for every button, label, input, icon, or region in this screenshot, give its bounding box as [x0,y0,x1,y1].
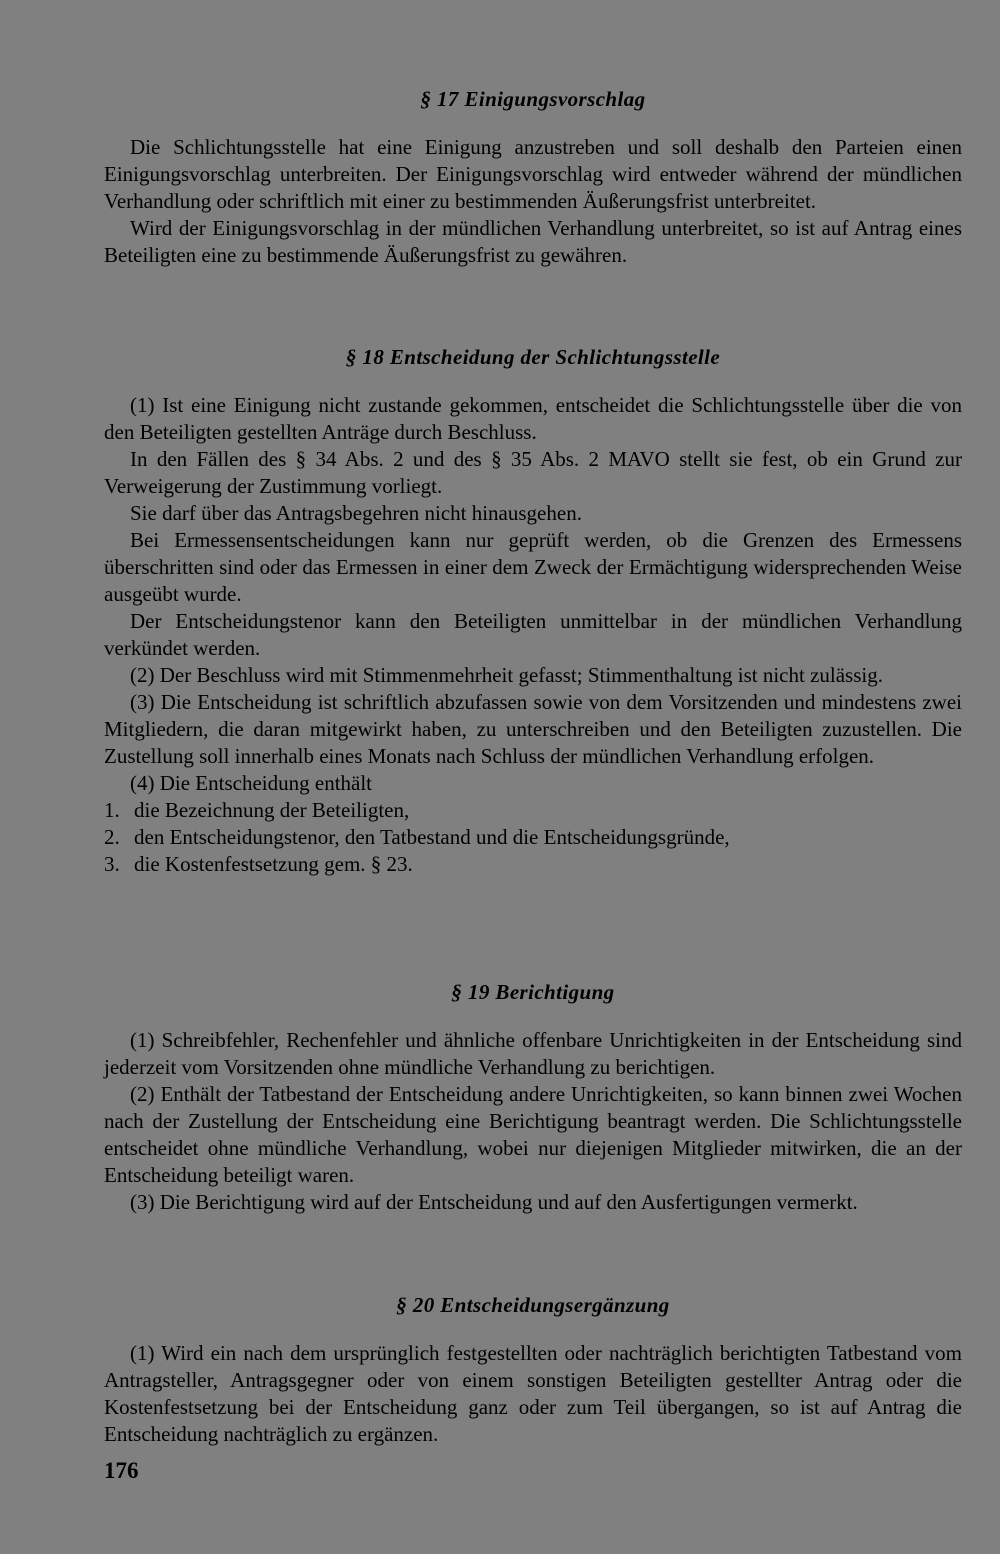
section-18-paragraph-2: In den Fällen des § 34 Abs. 2 und des § 35 Abs. 2 MAVO stellt sie fest, ob ein Grund zur Verweigerung der Zustimmung vorliegt. [104,447,962,498]
section-17-heading: § 17 Einigungsvorschlag [420,87,646,111]
section-18 [104,344,962,878]
list-item [104,851,962,878]
section-18-paragraph-7: (3) Die Entscheidung ist schriftlich abzufassen sowie von dem Vorsitzenden und mindestens zwei Mitgliedern, die daran mitgewirkt haben, zu unterschreiben und den Beteiligten zuzustellen. Die Zustellung soll innerhalb eines Monats nach Schluss der mündlichen Verhandlung erfolgen. [104,690,962,768]
section-18-paragraph-1: (1) Ist eine Einigung nicht zustande gekommen, entscheidet die Schlichtungsstelle über die von den Beteiligten gestellten Anträge durch Beschluss. [104,393,962,444]
list-item-text: die Kostenfestsetzung gem. § 23. [134,852,413,876]
section-17-paragraph-2: Wird der Einigungsvorschlag in der mündlichen Verhandlung unterbreitet, so ist auf Antrag eines Beteiligten eine zu bestimmende Äußerungsfrist zu gewähren. [104,216,962,267]
section-18-heading: § 18 Entscheidung der Schlichtungsstelle [345,345,721,369]
section-18-paragraph-5: Der Entscheidungstenor kann den Beteiligten unmittelbar in der mündlichen Verhandlung verkündet werden. [104,609,962,660]
section-20-paragraph-1: (1) Wird ein nach dem ursprünglich festgestellten oder nachträglich berichtigten Tatbestand vom Antragsteller, Antragsgegner oder von einem sonstigen Beteiligten gestellter Antrag oder die Kostenfestsetzung bei der Entscheidung ganz oder zum Teil übergangen, so ist auf Antrag die Entscheidung nachträglich zu ergänzen. [104,1341,962,1446]
list-item [104,824,962,851]
list-item-number: 2. [104,825,120,849]
section-17 [104,86,962,269]
section-19-heading: § 19 Berichtigung [451,980,615,1004]
section-18-paragraph-3: Sie darf über das Antragsbegehren nicht hinausgehen. [130,501,582,525]
section-19 [104,979,962,1216]
section-20 [104,1292,962,1448]
list-item [104,797,962,824]
list-item-number: 3. [104,852,120,876]
section-18-paragraph-4: Bei Ermessensentscheidungen kann nur geprüft werden, ob die Grenzen des Ermessens überschritten sind oder das Ermessen in einer dem Zweck der Ermächtigung widersprechenden Weise ausgeübt wurde. [104,528,962,606]
section-17-paragraph-1: Die Schlichtungsstelle hat eine Einigung anzustreben und soll deshalb den Parteien einen Einigungsvorschlag unterbreiten. Der Einigungsvorschlag wird entweder während der mündlichen Verhandlung oder schriftlich mit einer zu bestimmenden Äußerungsfrist unterbreitet. [104,135,962,213]
section-20-heading: § 20 Entscheidungsergänzung [396,1293,670,1317]
section-18-paragraph-8: (4) Die Entscheidung enthält [130,771,373,795]
page-number: 176 [104,1458,139,1483]
section-18-paragraph-6: (2) Der Beschluss wird mit Stimmenmehrheit gefasst; Stimmenthaltung ist nicht zulässig. [130,663,883,687]
list-item-text: die Bezeichnung der Beteiligten, [134,798,410,822]
list-item-number: 1. [104,798,120,822]
section-19-paragraph-2: (2) Enthält der Tatbestand der Entscheidung andere Unrichtigkeiten, so kann binnen zwei Wochen nach der Zustellung der Entscheidung eine Berichtigung beantragt werden. Die Schlichtungsstelle entscheidet ohne mündliche Verhandlung, wobei nur diejenigen Mitglieder mitwirken, die an der Entscheidung beteiligt waren. [104,1082,962,1187]
section-19-paragraph-3: (3) Die Berichtigung wird auf der Entscheidung und auf den Ausfertigungen vermerkt. [130,1190,858,1214]
list-item-text: den Entscheidungstenor, den Tatbestand und die Entscheidungsgründe, [134,825,730,849]
section-19-paragraph-1: (1) Schreibfehler, Rechenfehler und ähnliche offenbare Unrichtigkeiten in der Entscheidung sind jederzeit vom Vorsitzenden ohne mündliche Verhandlung zu berichtigen. [104,1028,962,1079]
